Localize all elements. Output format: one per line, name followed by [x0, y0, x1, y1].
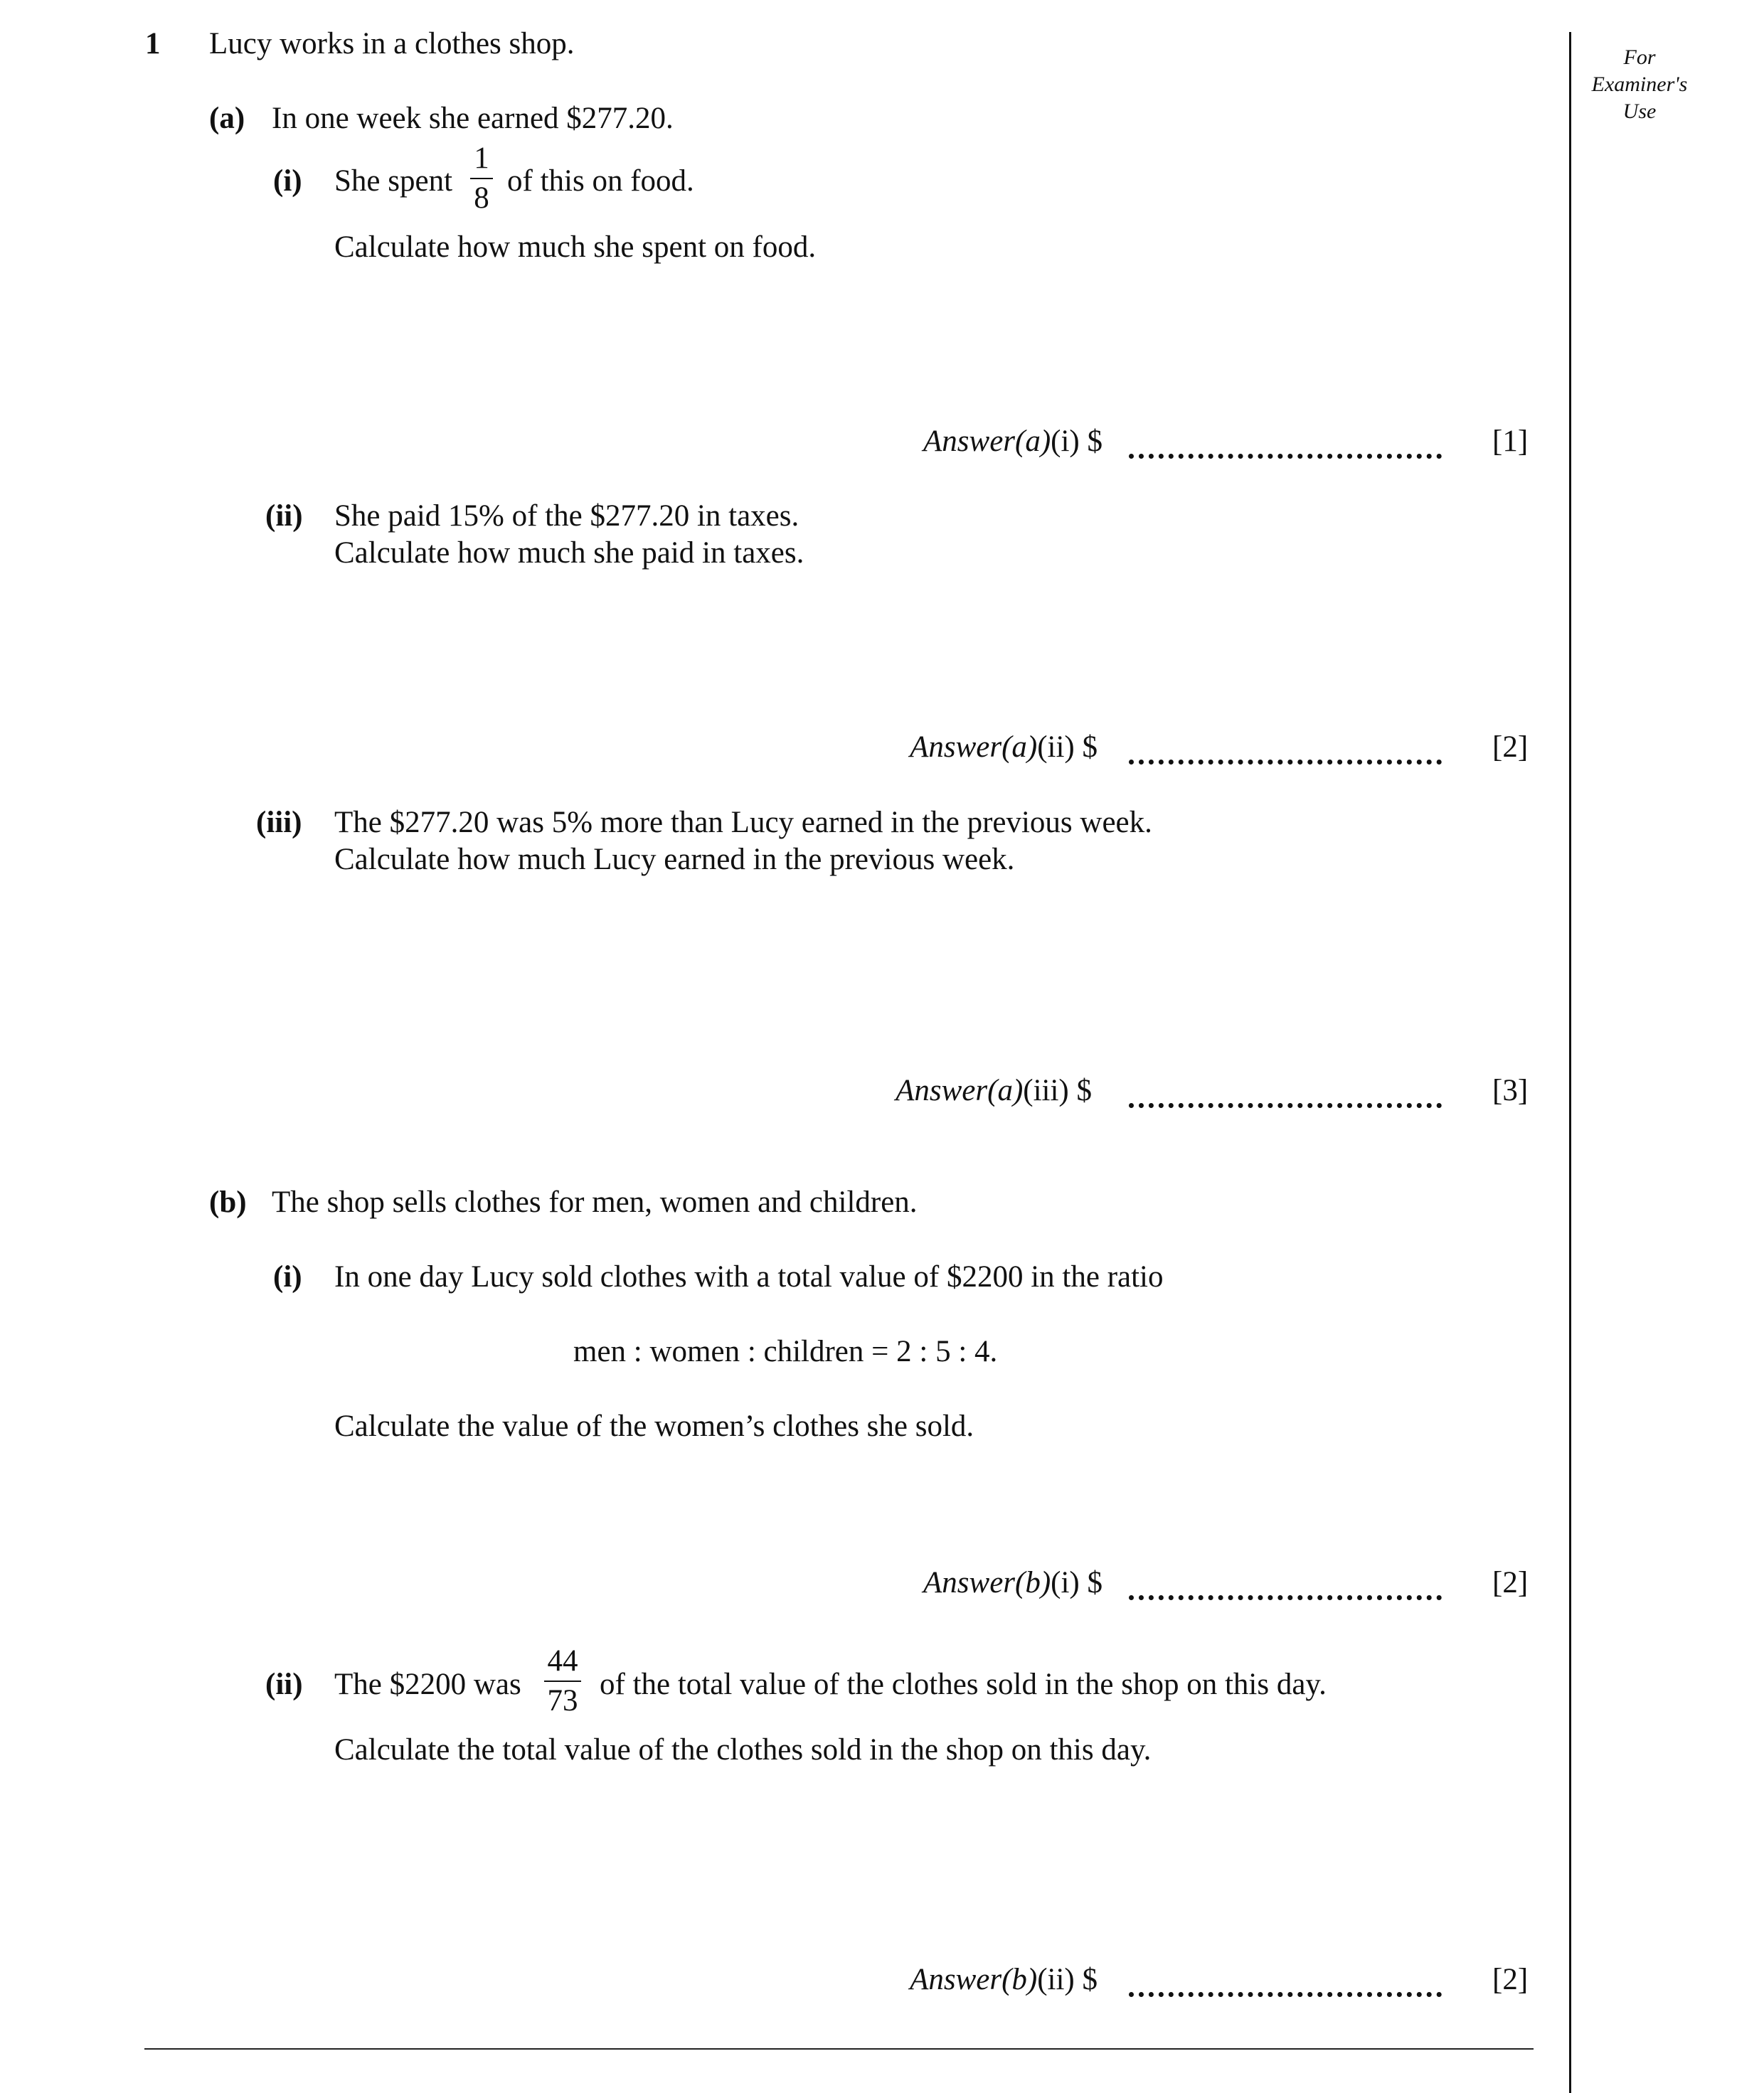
part-a-iii-line-2: Calculate how much Lucy earned in the previous week.	[334, 843, 1015, 876]
answer-a-iii-label	[782, 1072, 1092, 1109]
fraction-denominator: 8	[474, 181, 489, 215]
fraction-denominator: 73	[547, 1684, 578, 1717]
answer-b-ii-dotted-line[interactable]	[1129, 1986, 1442, 1997]
answer-b-i-dotted-line[interactable]	[1129, 1589, 1442, 1600]
part-a-i-fraction	[470, 142, 493, 215]
answer-label-italic: Answer(b)	[910, 1963, 1038, 1996]
answer-label-rest: (iii) $	[1023, 1074, 1092, 1107]
part-b-i-instruction: Calculate the value of the women’s clothes she sold.	[334, 1410, 974, 1443]
fraction-bar	[470, 178, 493, 179]
part-b-ii-fraction	[544, 1645, 581, 1717]
answer-a-iii-dotted-line[interactable]	[1129, 1097, 1442, 1108]
part-b-ii-text-before: The $2200 was	[334, 1668, 521, 1701]
answer-b-ii-label	[782, 1961, 1098, 1998]
answer-label-rest: (ii) $	[1037, 1963, 1098, 1996]
part-a-ii-label: (ii)	[265, 499, 303, 533]
answer-label-rest: (i) $	[1051, 1566, 1102, 1599]
answer-label-rest: (ii) $	[1037, 730, 1098, 764]
answer-label-italic: Answer(a)	[910, 730, 1038, 764]
answer-a-i-label	[782, 423, 1102, 460]
part-b-ii-instruction: Calculate the total value of the clothes sold in the shop on this day.	[334, 1733, 1152, 1767]
page-bottom-rule	[144, 2048, 1534, 2050]
part-b-ii-text-after: of the total value of the clothes sold in the shop on this day.	[600, 1668, 1327, 1701]
part-a-i-text-before: She spent	[334, 164, 453, 198]
part-b-label: (b)	[209, 1186, 247, 1219]
answer-label-italic: Answer(a)	[896, 1074, 1024, 1107]
part-a-i-label: (i)	[273, 164, 302, 198]
fraction-numerator: 1	[474, 142, 489, 175]
answer-label-italic: Answer(a)	[923, 425, 1051, 458]
part-a-ii-line-2: Calculate how much she paid in taxes.	[334, 536, 804, 570]
answer-a-ii-dotted-line[interactable]	[1129, 754, 1442, 765]
part-a-i-instruction: Calculate how much she spent on food.	[334, 230, 817, 264]
question-number: 1	[145, 27, 161, 60]
answer-a-ii-label	[782, 729, 1098, 766]
fraction-bar	[544, 1681, 581, 1682]
answer-a-i-dotted-line[interactable]	[1129, 448, 1442, 459]
examiner-use-label	[1568, 44, 1711, 125]
part-a-iii-label: (iii)	[256, 806, 302, 839]
part-a-iii-line-1: The $277.20 was 5% more than Lucy earned in the previous week.	[334, 806, 1152, 839]
part-b-ii-label: (ii)	[265, 1668, 303, 1701]
question-intro: Lucy works in a clothes shop.	[209, 27, 575, 60]
part-a-text: In one week she earned $277.20.	[272, 102, 674, 135]
part-b-i-ratio: men : women : children = 2 : 5 : 4.	[573, 1335, 998, 1368]
examiner-use-line-2: Examiner's	[1591, 73, 1688, 96]
mark-a-ii: [2]	[1492, 730, 1529, 764]
fraction-numerator: 44	[547, 1644, 578, 1678]
examiner-use-line-3: Use	[1622, 100, 1657, 123]
part-b-i-line-1: In one day Lucy sold clothes with a total value of $2200 in the ratio	[334, 1260, 1164, 1294]
mark-a-iii: [3]	[1492, 1074, 1529, 1107]
answer-label-italic: Answer(b)	[923, 1566, 1051, 1599]
examiner-use-line-1: For	[1623, 46, 1656, 69]
part-a-label: (a)	[209, 102, 245, 135]
examiner-margin-rule	[1569, 32, 1571, 2093]
answer-b-i-label	[782, 1565, 1102, 1602]
answer-label-rest: (i) $	[1051, 425, 1102, 458]
part-a-i-text-after: of this on food.	[507, 164, 694, 198]
part-b-i-label: (i)	[273, 1260, 302, 1294]
part-b-text: The shop sells clothes for men, women and children.	[272, 1186, 918, 1219]
mark-b-ii: [2]	[1492, 1963, 1529, 1996]
mark-a-i: [1]	[1492, 425, 1529, 458]
part-a-ii-line-1: She paid 15% of the $277.20 in taxes.	[334, 499, 799, 533]
mark-b-i: [2]	[1492, 1566, 1529, 1599]
